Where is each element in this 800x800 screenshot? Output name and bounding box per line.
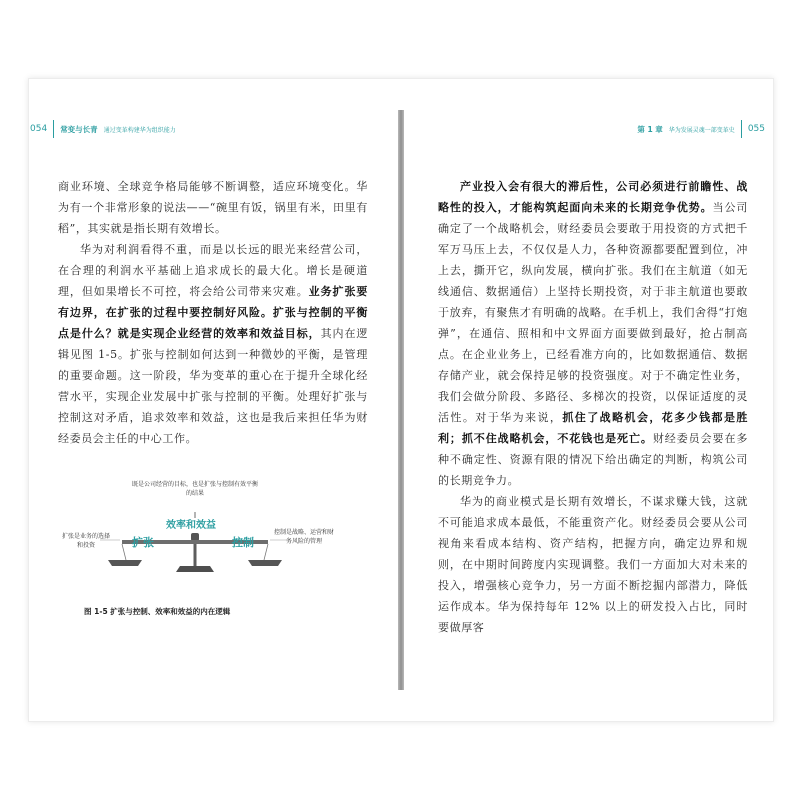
figure-top-note: 既是公司经营的目标，也是扩张与控制有效平衡的结果 — [131, 481, 258, 497]
book-title: 常变与长青 — [60, 124, 98, 134]
right-paragraph-1-part-b: 财经委员会要在多种不确定性、资源有限的情况下给出确定的判断，构筑公司的长期竞争力。 — [438, 432, 748, 487]
left-page-number: 054 — [30, 124, 48, 134]
figure-right-note: 控制是战略、运营和财务风险的管理 — [273, 529, 334, 545]
figure-right-word: 控制 — [232, 536, 254, 549]
book-gutter — [398, 110, 404, 690]
right-paragraph-2: 华为的商业模式是长期有效增长，不谋求赚大钱，这就不可能追求成本最低，不能重资产化。财经委员会要从公司视角来看成本结构、资产结构，把握方向，确定边界和规则，在中期时间跨度内实现调整。我们一方面加大对未来的投入，增强核心竞争力，另一方面不断挖掘内部潜力，降低运作成本。华为保持每年 12% 以上的研发投入占比，同时要做厚客 — [438, 495, 748, 634]
figure-caption: 图 1-5 扩张与控制、效率和效益的内在逻辑 — [84, 607, 231, 616]
chapter-number: 第 1 章 — [637, 124, 663, 134]
chapter-title: 华为发展灵魂一部变革史 — [668, 126, 735, 134]
right-paragraph-1 — [438, 176, 748, 491]
right-paragraph-1-part-a: 当公司确定了一个战略机会，财经委员会要敢于用投资的方式把千军万马压上去，不仅仅是人力，各种资源都要配置到位，冲上去，撕开它，纵向发展，横向扩张。我们在主航道（如无线通信、数据通信）上坚持长期投资，对于非主航道也要敢于放弃，有聚焦才有明确的战略。在手机上，我们舍得“打炮弹”，在通信、照相和中文界面方面要做到最好，抢占制高点。在企业业务上，已经看准方向的，比如数据通信、数据存储产业，就会保持足够的投资强度。对于不确定性业务，我们会做分阶段、多路径、多梯次的投资，以保证适度的灵活性。对于华为来说， — [438, 201, 748, 424]
header-divider — [53, 120, 54, 138]
header-divider — [741, 120, 742, 138]
right-page-number: 055 — [747, 124, 765, 134]
left-paragraph-2-bold: 业务扩张要有边界，在扩张的过程中要控制好风险。扩张与控制的平衡点是什么？就是实现企业经营的效率和效益目标， — [58, 285, 368, 340]
right-pan-string — [264, 544, 268, 560]
figure-left-word: 扩张 — [132, 536, 154, 549]
figure-center-label: 效率和效益 — [166, 520, 216, 531]
left-page-header — [30, 118, 176, 140]
left-scale-pan — [108, 560, 142, 566]
left-pan-string — [122, 544, 126, 560]
right-paragraph-1-bold-2: 抓住了战略机会，花多少钱都是胜利；抓不住战略机会，不花钱也是死亡。 — [438, 411, 749, 445]
left-paragraph-2 — [58, 239, 368, 449]
left-paragraph-2-part-c: 其内在逻辑见图 1-5。扩张与控制如何达到一种微妙的平衡，是管理的重要命题。这一阶段，华为变革的重心在于提升全球化经营水平，实现企业发展中扩张与控制的平衡。处理好扩张与控制这对矛盾，追求效率和效益，这也是我后来担任华为财经委员会主任的中心工作。 — [58, 327, 369, 445]
right-scale-pan — [248, 560, 282, 566]
left-paragraph-1: 商业环境、全球竞争格局能够不断调整，适应环境变化。华为有一个非常形象的说法——“碗里有饭，锅里有米，田里有稻”，其实就是指长期有效增长。 — [58, 180, 368, 235]
left-paragraph-2-part-a: 华为对利润看得不重，而是以长远的眼光来经营公司，在合理的利润水平基础上追求成长的最大化。增长是硬道理，但如果增长不可控，将会给公司带来灾难。 — [58, 243, 368, 298]
right-page-header — [637, 118, 765, 140]
book-subtitle: 通过变革构建华为组织能力 — [103, 126, 176, 134]
figure-left-note: 扩张是业务的选择和投资 — [61, 533, 110, 549]
right-page-body — [438, 176, 748, 638]
balance-figure — [60, 480, 360, 630]
right-paragraph-1-bold: 产业投入会有很大的滞后性，公司必须进行前瞻性、战略性的投入，才能构筑起面向未来的长期竞争优势。 — [438, 180, 748, 214]
scale-pivot — [191, 533, 199, 541]
scale-base — [176, 566, 214, 572]
left-page-body — [58, 176, 368, 449]
